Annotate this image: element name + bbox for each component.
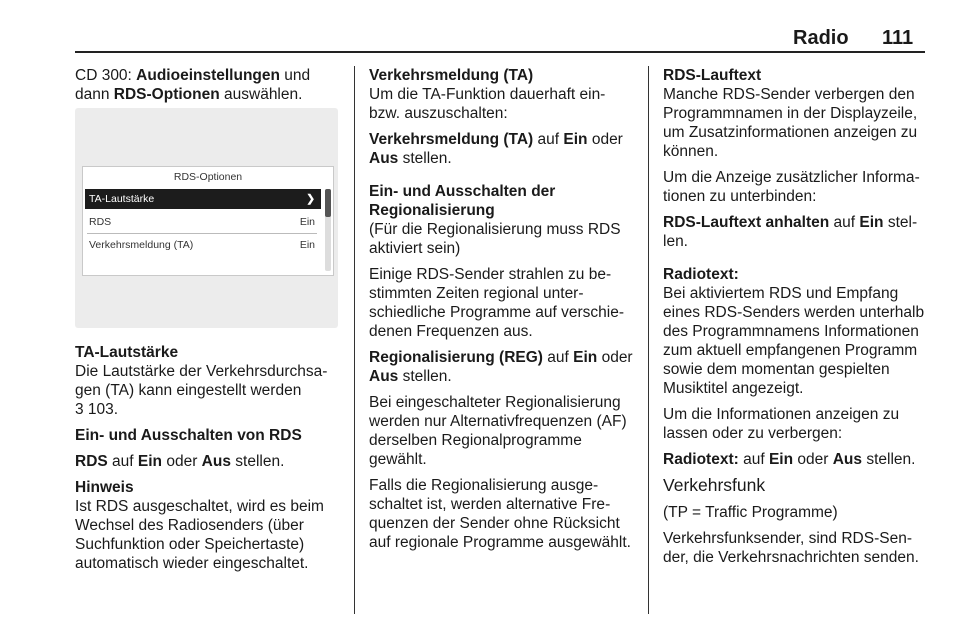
- reg-desc: Einige RDS-Sender strahlen zu bestimmten Zeiten regional unterschiedliche Programme auf verschiedenen Frequenzen aus.: [369, 266, 625, 340]
- column-divider: [648, 66, 649, 614]
- verkehrsfunk-desc: Verkehrsfunksender, sind RDS-Sender, die Verkehrsnachrichten senden.: [663, 530, 919, 566]
- ta-line: Verkehrsmeldung (TA) auf Ein oder Aus stellen.: [369, 131, 623, 167]
- hint-box: [75, 478, 345, 573]
- header-rule: [75, 51, 925, 53]
- lauftext-section: RDS-Lauftext Manche RDS-Sender verbergen den Programmnamen in der Displayzeile, um Zusatzinformationen anzeigen zu können.: [663, 67, 918, 160]
- ta-section: TA-Lautstärke Die Lautstärke der Verkehrsdurchsagen (TA) kann eingestellt werden 3 103.: [75, 344, 328, 418]
- hint-title: Hinweis: [75, 479, 134, 496]
- rds-options-screen: [82, 166, 334, 276]
- rds-heading: Ein- und Ausschalten von RDS: [75, 427, 302, 444]
- column-1-lower: [75, 343, 345, 580]
- intro-paragraph: CD 300: Audioeinstellungen und dann RDS-Optionen auswählen.: [75, 67, 311, 103]
- ta-section: Verkehrsmeldung (TA) Um die TA-Funktion dauerhaft ein- bzw. auszuschalten:: [369, 67, 606, 122]
- lauftext-line: RDS-Lauftext anhalten auf Ein stellen.: [663, 214, 918, 250]
- radiotext-section: Radiotext: Bei aktiviertem RDS und Empfang eines RDS-Senders werden unterhalb des Programmnamens Informationen zum aktuell empfangenen Programm sowie dem momentan gespielten Musiktitel angezeigt.: [663, 266, 925, 397]
- menu-row-traffic[interactable]: Verkehrsmeldung (TA) Ein: [89, 239, 315, 251]
- menu-row-rds[interactable]: RDS Ein: [89, 216, 315, 228]
- radiotext-line: Radiotext: auf Ein oder Aus stellen.: [663, 451, 916, 468]
- menu-row-ta-volume[interactable]: TA-Lautstärke ❯: [85, 189, 321, 209]
- verkehrsfunk-heading: Verkehrsfunk: [663, 475, 766, 495]
- column-3: [663, 66, 928, 574]
- ta-heading: TA-Lautstärke: [75, 344, 179, 361]
- reg-line: Regionalisierung (REG) auf Ein oder Aus stellen.: [369, 349, 633, 385]
- display-screenshot: [75, 108, 338, 328]
- chevron-right-icon: ❯: [306, 193, 315, 205]
- scrollbar-thumb[interactable]: [325, 189, 331, 217]
- screen-title: RDS-Optionen: [173, 171, 243, 183]
- column-divider: [354, 66, 355, 614]
- section-title: Radio: [793, 27, 849, 49]
- hint-text: Ist RDS ausgeschaltet, wird es beim Wechsel des Radiosenders (über Suchfunktion oder Speichertaste) automatisch wieder eingeschaltet.: [75, 498, 324, 572]
- column-2: [369, 66, 634, 559]
- reg-off-text: Falls die Regionalisierung ausgeschaltet ist, werden alternative Frequenzen der Sender ohne Rücksicht auf regionale Programme ausgewählt.: [369, 477, 631, 551]
- reg-on-text: Bei eingeschalteter Regionalisierung werden nur Alternativfrequenzen (AF) derselben Regionalprogramme gewählt.: [369, 394, 627, 468]
- row-divider: [87, 233, 317, 234]
- page-header: [0, 0, 960, 52]
- verkehrsfunk-tp: (TP = Traffic Programme): [663, 504, 838, 521]
- rds-line: RDS auf Ein oder Aus stellen.: [75, 453, 285, 470]
- lauftext-desc2: Um die Anzeige zusätzlicher Informationen zu unterbinden:: [663, 169, 920, 205]
- page-number: 111: [882, 27, 914, 49]
- radiotext-desc2: Um die Informationen anzeigen zu lassen oder zu verbergen:: [663, 406, 900, 442]
- column-1: [75, 66, 345, 111]
- page-reference-link[interactable]: 3 103.: [75, 401, 119, 418]
- regionalisierung-section: Ein- und Ausschalten der Regionalisierung (Für die Regionalisierung muss RDS aktiviert sein): [369, 183, 621, 257]
